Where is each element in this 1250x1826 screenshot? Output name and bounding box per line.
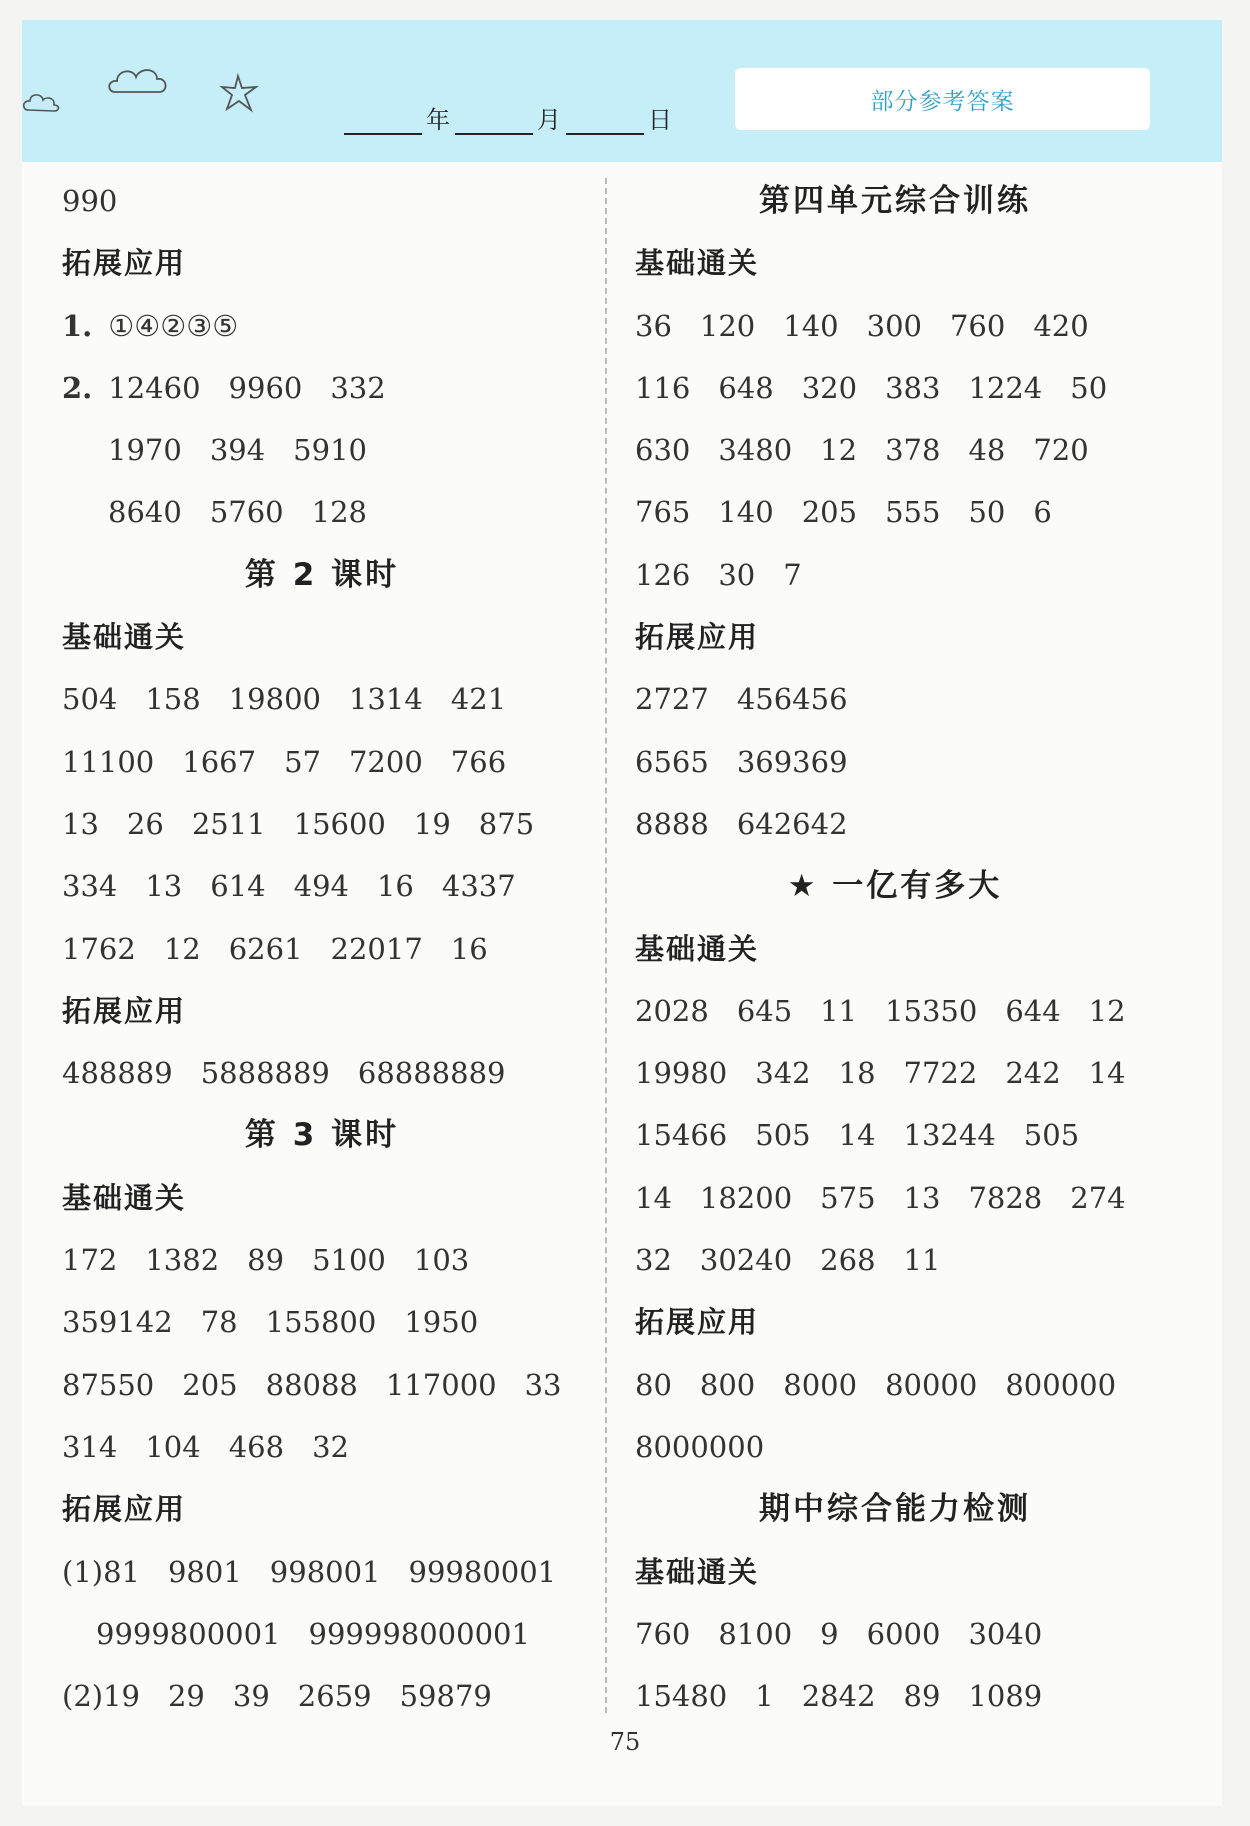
answer-value: 9: [820, 1616, 839, 1651]
answer-value: 15600: [293, 806, 386, 841]
answer-value: 800: [699, 1367, 756, 1402]
answer-value: 15480: [635, 1679, 728, 1714]
answer-value: 2727: [635, 682, 709, 717]
answer-value: 7828: [968, 1180, 1043, 1215]
unit-title: ★ 一亿有多大: [787, 868, 1003, 905]
answer-value: 89: [247, 1243, 285, 1278]
answer-value: 48: [968, 433, 1006, 468]
answer-row: [635, 793, 1155, 855]
answer-value: 8640: [108, 495, 182, 530]
answer-row: [62, 1416, 582, 1478]
cloud-icon: [105, 62, 173, 100]
answer-row: [62, 1291, 582, 1353]
answer-value: 5910: [293, 433, 367, 468]
answer-value: 30: [718, 557, 756, 592]
answer-value: 394: [209, 433, 266, 468]
right-column: [635, 170, 1155, 1727]
answer-value: 32: [312, 1429, 349, 1464]
answer-value: 13: [145, 869, 183, 904]
answer-value: 15350: [885, 993, 978, 1028]
answer-value: 4337: [441, 869, 516, 904]
answer-value: 320: [801, 370, 858, 405]
answer-value: 19: [413, 806, 451, 841]
answer-value: 575: [820, 1180, 876, 1215]
answer-value: 116: [635, 370, 691, 405]
answer-value: 88088: [265, 1367, 358, 1402]
section-heading: 基础通关: [62, 1180, 187, 1215]
column-divider: [605, 178, 607, 1713]
answer-value: 274: [1070, 1180, 1126, 1215]
answer-value: 78: [200, 1305, 238, 1340]
answer-value: 32: [635, 1243, 672, 1278]
section-heading: 基础通关: [635, 246, 760, 281]
answer-value: 140: [718, 495, 774, 530]
answer-row: [635, 419, 1155, 481]
answer-value: 383: [885, 370, 941, 405]
answer-value: 13: [62, 806, 99, 841]
question-number: 1.: [62, 308, 93, 343]
section-heading: 拓展应用: [62, 993, 187, 1028]
answer-row: [108, 371, 413, 405]
unit-title: 第四单元综合训练: [759, 183, 1031, 219]
section-heading: 基础通关: [62, 620, 187, 655]
answer-value: 8100: [718, 1616, 793, 1651]
answer-value: 2842: [801, 1679, 876, 1714]
answer-value: 468: [228, 1429, 285, 1464]
page-number: 75: [609, 1728, 641, 1756]
month-label: 月: [537, 106, 562, 134]
answer-row: [62, 1603, 582, 1665]
answer-value: 16: [450, 931, 488, 966]
answer-value: 334: [62, 869, 118, 904]
answer-value: 68888889: [357, 1056, 506, 1091]
answer-value: 99980001: [408, 1554, 557, 1589]
year-label: 年: [426, 106, 451, 134]
answer-value: (1)81: [62, 1554, 140, 1589]
answer-tab: [735, 68, 1150, 130]
answer-value: 1089: [968, 1679, 1043, 1714]
question-number: 2.: [62, 370, 93, 405]
answer-row: [62, 481, 582, 543]
answer-value: 13244: [903, 1118, 996, 1153]
answer-value: 8888: [635, 806, 709, 841]
answer-value: 1382: [145, 1243, 220, 1278]
answer-value: 36: [635, 308, 672, 343]
answer-value: 555: [885, 495, 941, 530]
answer-value: 120: [699, 308, 756, 343]
answer-row: [62, 731, 582, 793]
answer-value: 421: [450, 682, 507, 717]
year-blank[interactable]: [344, 111, 422, 135]
answer-value: 766: [450, 744, 507, 779]
section-heading: 拓展应用: [635, 1305, 760, 1340]
section-heading: 基础通关: [635, 1554, 760, 1589]
answer-row: [635, 1665, 1155, 1727]
answer-value: 11: [903, 1243, 941, 1278]
answer-value: 1224: [968, 370, 1043, 405]
answer-value: 50: [968, 495, 1006, 530]
answer-value: 19980: [635, 1056, 728, 1091]
answer-value: 12460: [108, 370, 201, 405]
question-2: [62, 357, 582, 419]
answer-value: 6565: [635, 744, 709, 779]
answer-value: 875: [478, 806, 535, 841]
answer-value: 300: [866, 308, 922, 343]
lesson-title: 第 3 课时: [244, 1117, 400, 1154]
answer-value: 2511: [191, 806, 266, 841]
answer-row: [635, 1354, 1155, 1416]
answer-value: 50: [1070, 370, 1108, 405]
answer-value: 268: [820, 1243, 876, 1278]
answer-value: 18200: [699, 1180, 793, 1215]
unit-title: 期中综合能力检测: [759, 1491, 1031, 1528]
answer-value: 5888889: [200, 1056, 330, 1091]
answer-tab-label: 部分参考答案: [870, 88, 1015, 115]
answer-row: [635, 1603, 1155, 1665]
answer-value: 205: [182, 1367, 238, 1402]
answer-value: 7: [783, 557, 802, 592]
section-heading: 基础通关: [635, 931, 760, 966]
top-value: 990: [62, 184, 118, 218]
section-heading: 拓展应用: [635, 620, 760, 655]
answer-value: (2)19: [62, 1679, 140, 1714]
question-1: [62, 295, 582, 357]
answer-value: 13: [903, 1180, 941, 1215]
answer-value: 3480: [718, 433, 793, 468]
lesson-title: 第 2 课时: [244, 556, 400, 593]
answer-value: 8000: [783, 1367, 858, 1402]
section-heading: 拓展应用: [62, 246, 187, 281]
answer-value: 648: [718, 370, 774, 405]
answer-value: 29: [167, 1679, 205, 1714]
answer-value: 5760: [209, 495, 284, 530]
answer-value: 420: [1033, 308, 1089, 343]
answer-value: 205: [801, 495, 858, 530]
answer-value: 1762: [62, 931, 136, 966]
answer-row: [635, 1416, 1155, 1478]
answer-value: 8000000: [635, 1429, 765, 1464]
answer-value: 6261: [228, 931, 303, 966]
answer-value: 87550: [62, 1367, 155, 1402]
answer-value: 1970: [108, 433, 182, 468]
answer-row: [635, 731, 1155, 793]
answer-value: 89: [903, 1679, 941, 1714]
answer-value: 760: [949, 308, 1006, 343]
answer-row: [635, 357, 1155, 419]
answer-value: 155800: [265, 1305, 377, 1340]
answer-value: 9999800001: [96, 1616, 281, 1651]
answer-value: 7200: [348, 744, 423, 779]
answer-value: 998001: [269, 1554, 381, 1589]
day-blank[interactable]: [566, 111, 644, 135]
answer-row: [62, 1042, 582, 1104]
answer-row: [635, 295, 1155, 357]
answer-value: 11: [820, 993, 858, 1028]
answer-value: 12: [820, 433, 858, 468]
answer-value: 800000: [1005, 1367, 1117, 1402]
answer-value: 642642: [736, 806, 848, 841]
answer-value: 11100: [62, 744, 155, 779]
answer-value: 14: [838, 1118, 876, 1153]
answer-value: 15466: [635, 1118, 728, 1153]
answer-value: 126: [635, 557, 691, 592]
answer-value: 6000: [866, 1616, 941, 1651]
answer-value: 6: [1033, 495, 1052, 530]
answer-value: 80000: [885, 1367, 978, 1402]
answer-row: [635, 1167, 1155, 1229]
answer-value: 1314: [348, 682, 423, 717]
answer-value: 2659: [297, 1679, 372, 1714]
answer-value: 242: [1005, 1056, 1061, 1091]
answer-row: [62, 855, 582, 917]
answer-value: 18: [838, 1056, 876, 1091]
answer-value: 16: [376, 869, 414, 904]
star-icon: [218, 72, 262, 116]
answer-value: 9960: [228, 370, 303, 405]
answer-row: [62, 793, 582, 855]
answer-value: 140: [783, 308, 839, 343]
answer-row: [62, 1541, 582, 1603]
answer-value: 14: [635, 1180, 672, 1215]
answer-value: 504: [62, 682, 118, 717]
answer-value: 378: [885, 433, 941, 468]
answer-row: [62, 1665, 582, 1727]
answer-value: 128: [311, 495, 367, 530]
answer-value: 9801: [167, 1554, 242, 1589]
answer-value: 30240: [699, 1243, 793, 1278]
answer-value: 33: [524, 1367, 562, 1402]
answer-row: [62, 1229, 582, 1291]
answer-value: 39: [232, 1679, 270, 1714]
date-fill-line: [340, 100, 673, 135]
answer-row: [62, 419, 582, 481]
answer-value: 1667: [182, 744, 257, 779]
answer-value: 26: [126, 806, 164, 841]
answer-row: [635, 1229, 1155, 1291]
answer-row: [635, 1104, 1155, 1166]
answer-value: 19800: [228, 682, 321, 717]
answer-value: 342: [755, 1056, 811, 1091]
answer-value: 505: [1023, 1118, 1080, 1153]
day-label: 日: [648, 106, 673, 134]
answer-value: 760: [635, 1616, 691, 1651]
answer-value: 644: [1005, 993, 1061, 1028]
answer-value: 2028: [635, 993, 709, 1028]
answer-value: 505: [755, 1118, 811, 1153]
answer-value: 488889: [62, 1056, 173, 1091]
answer-value: 5100: [312, 1243, 386, 1278]
answer-value: 7722: [903, 1056, 978, 1091]
answer-text: ①④②③⑤: [108, 308, 239, 343]
answer-value: 332: [330, 370, 386, 405]
answer-value: 369369: [736, 744, 848, 779]
answer-value: 494: [293, 869, 349, 904]
answer-value: 117000: [385, 1367, 497, 1402]
answer-value: 80: [635, 1367, 672, 1402]
answer-value: 12: [163, 931, 201, 966]
cloud-icon: [22, 88, 62, 116]
answer-value: 103: [413, 1243, 470, 1278]
answer-value: 59879: [399, 1679, 492, 1714]
answer-value: 720: [1033, 433, 1089, 468]
answer-value: 12: [1088, 993, 1126, 1028]
answer-row: [62, 668, 582, 730]
answer-value: 359142: [62, 1305, 173, 1340]
answer-value: 999998000001: [308, 1616, 530, 1651]
answer-value: 172: [62, 1243, 118, 1278]
answer-value: 765: [635, 495, 691, 530]
answer-value: 1: [755, 1679, 774, 1714]
answer-row: [635, 544, 1155, 606]
month-blank[interactable]: [455, 111, 533, 135]
answer-row: [635, 481, 1155, 543]
answer-value: 57: [284, 744, 321, 779]
answer-row: [635, 980, 1155, 1042]
answer-value: 630: [635, 433, 691, 468]
answer-value: 22017: [330, 931, 423, 966]
answer-row: [62, 1354, 582, 1416]
answer-value: 456456: [736, 682, 848, 717]
answer-value: 104: [145, 1429, 201, 1464]
answer-value: 3040: [968, 1616, 1043, 1651]
answer-value: 14: [1088, 1056, 1126, 1091]
answer-value: 614: [210, 869, 266, 904]
answer-value: 158: [145, 682, 201, 717]
section-heading: 拓展应用: [62, 1492, 187, 1527]
answer-value: 645: [736, 993, 793, 1028]
answer-row: [62, 918, 582, 980]
answer-value: 314: [62, 1429, 118, 1464]
left-column: [62, 170, 582, 1727]
answer-row: [635, 1042, 1155, 1104]
answer-value: 1950: [404, 1305, 479, 1340]
answer-row: [635, 668, 1155, 730]
